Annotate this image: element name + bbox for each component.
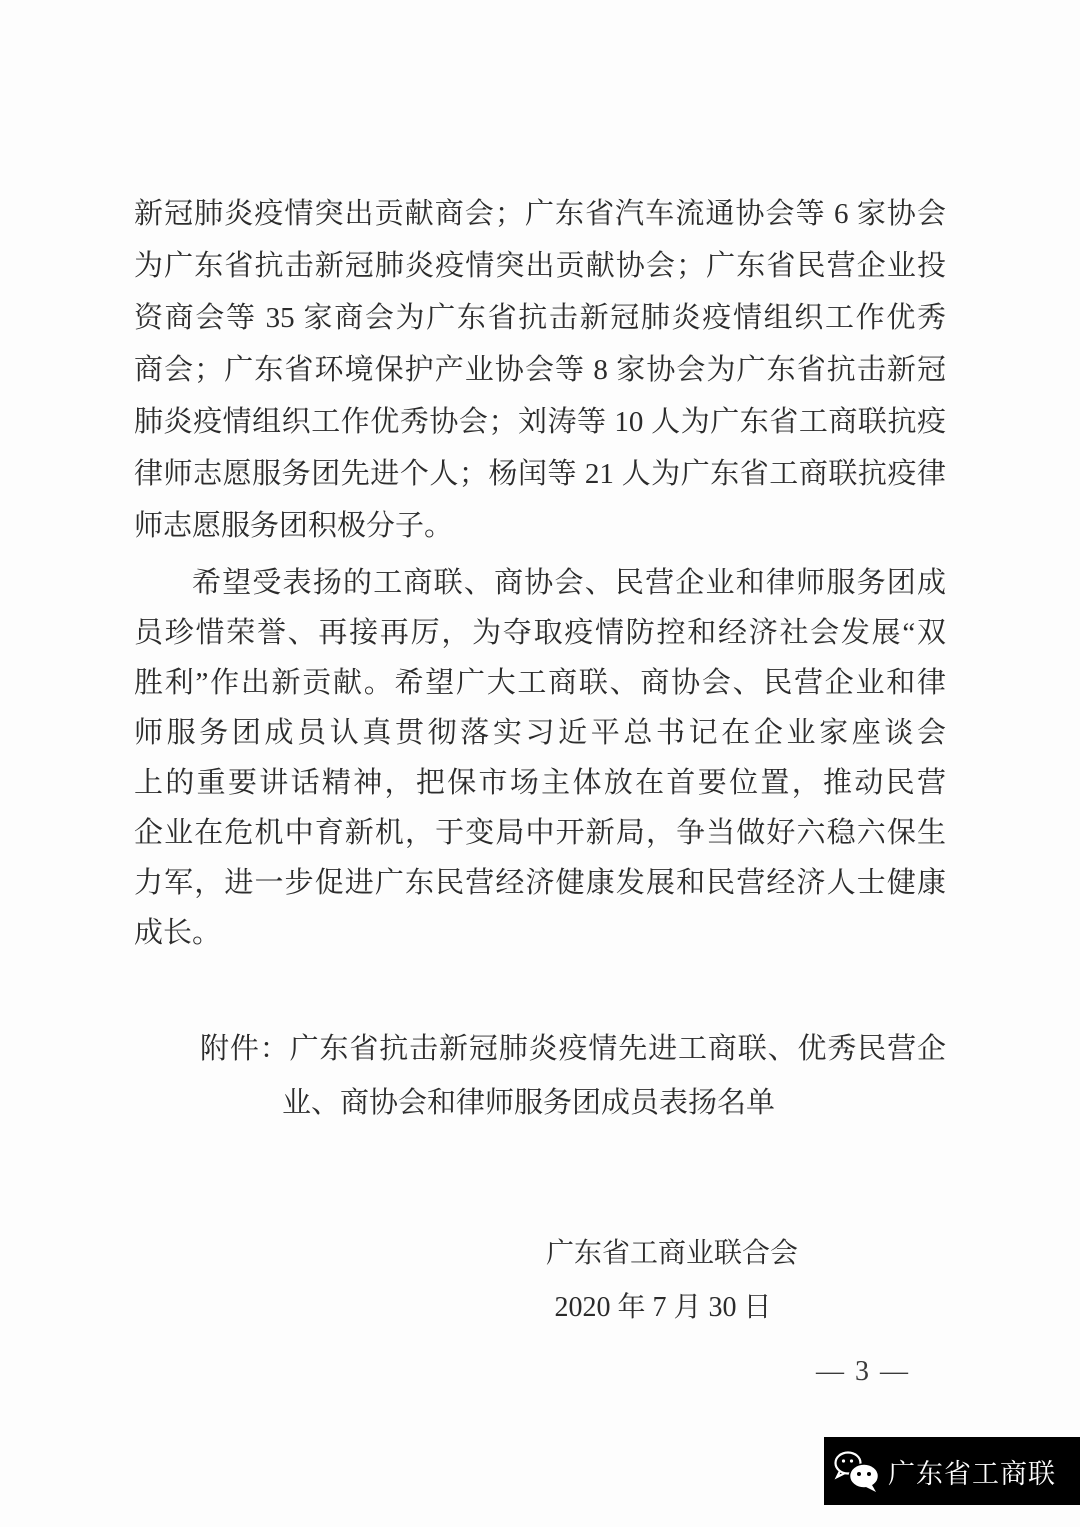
paragraph2-line-7: 力军，进一步促进广东民营经济健康发展和民营经济人士健康 [134, 867, 946, 899]
paragraph1-line-6: 律师志愿服务团先进个人；杨闰等 21 人为广东省工商联抗疫律 [134, 458, 946, 490]
paragraph-1 [134, 188, 946, 552]
paragraph1-line-5: 肺炎疫情组织工作优秀协会；刘涛等 10 人为广东省工商联抗疫 [134, 406, 946, 438]
attachment-line-1: 附件：广东省抗击新冠肺炎疫情先进工商联、优秀民营企 [200, 1033, 946, 1065]
attachment-note [134, 1022, 946, 1130]
paragraph2-line-8: 成长。 [134, 917, 222, 949]
paragraph1-line-1: 新冠肺炎疫情突出贡献商会；广东省汽车流通协会等 6 家协会 [134, 198, 946, 230]
signature-organization: 广东省工商业联合会 [545, 1238, 798, 1269]
wechat-account-name: 广东省工商联 [888, 1458, 1056, 1489]
paragraph1-line-2: 为广东省抗击新冠肺炎疫情突出贡献协会；广东省民营企业投 [134, 250, 946, 282]
paragraph2-line-5: 上的重要讲话精神，把保市场主体放在首要位置，推动民营 [134, 767, 946, 799]
page-number: — 3 — [816, 1356, 910, 1387]
paragraph2-line-1: 希望受表扬的工商联、商协会、民营企业和律师服务团成 [192, 567, 946, 599]
paragraph2-line-6: 企业在危机中育新机，于变局中开新局，争当做好六稳六保生 [134, 817, 946, 849]
attachment-line-2: 业、商协会和律师服务团成员表扬名单 [282, 1087, 776, 1119]
paragraph1-line-3: 资商会等 35 家商会为广东省抗击新冠肺炎疫情组织工作优秀 [134, 302, 946, 334]
paragraph1-line-7: 师志愿服务团积极分子。 [134, 510, 454, 542]
paragraph2-line-4: 师服务团成员认真贯彻落实习近平总书记在企业家座谈会 [134, 717, 946, 749]
wechat-watermark-bar [824, 1437, 1080, 1505]
signature-date: 2020 年 7 月 30 日 [554, 1292, 772, 1323]
paragraph1-line-4: 商会；广东省环境保护产业协会等 8 家协会为广东省抗击新冠 [134, 354, 946, 386]
wechat-bubbles-icon [832, 1448, 884, 1494]
paragraph2-line-2: 员珍惜荣誉、再接再厉，为夺取疫情防控和经济社会发展“双 [134, 617, 946, 649]
paragraph2-line-3: 胜利”作出新贡献。希望广大工商联、商协会、民营企业和律 [134, 667, 946, 699]
paragraph-2 [134, 558, 946, 958]
